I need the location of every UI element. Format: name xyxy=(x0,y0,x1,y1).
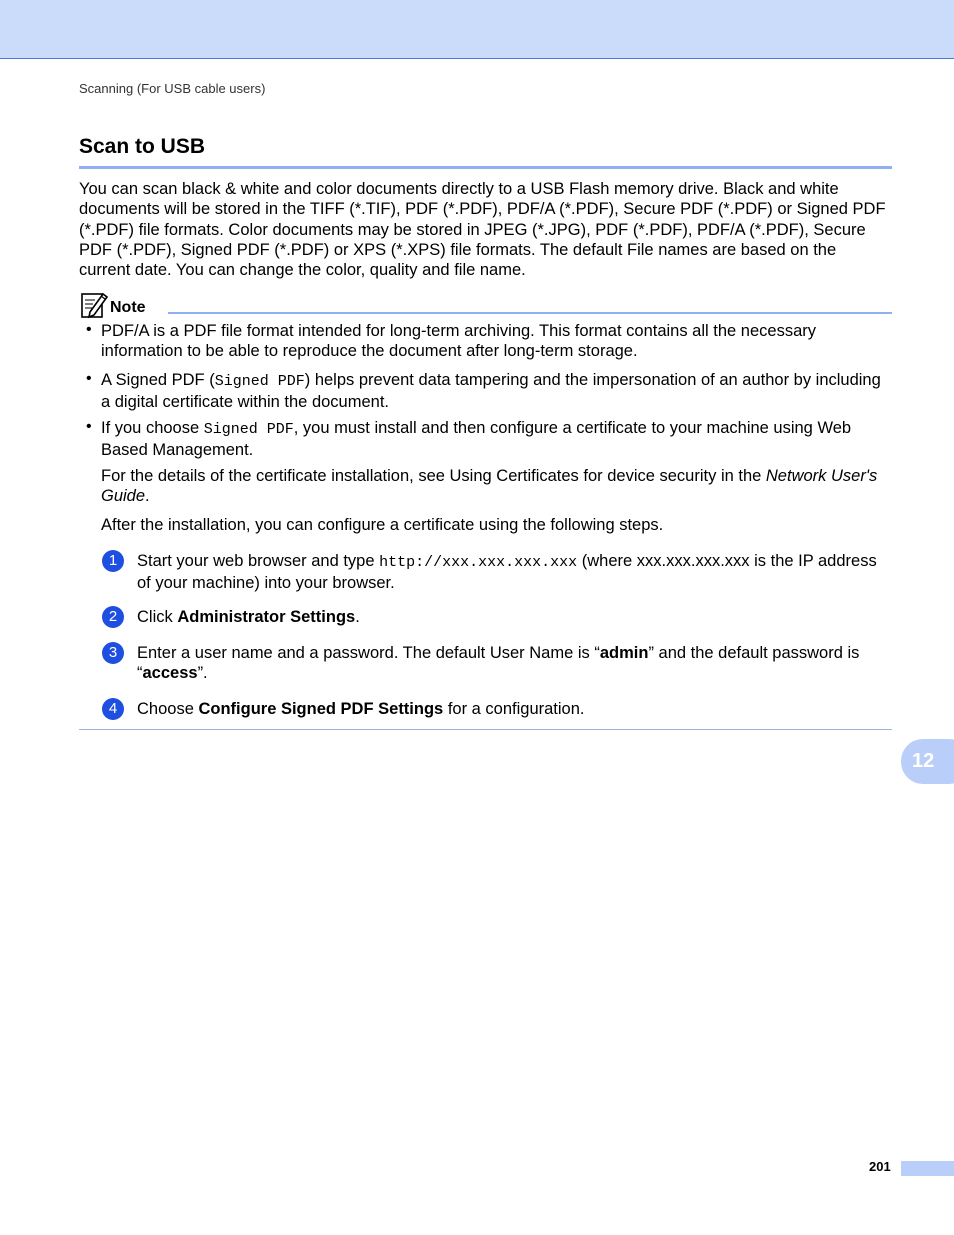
bullet-marker: • xyxy=(86,418,92,435)
para-text: For the details of the certificate installation, see Using Certificates for device security in the xyxy=(101,467,766,485)
bullet-text: A Signed PDF ( xyxy=(101,371,215,389)
para-text: . xyxy=(145,487,150,506)
page-number-tab xyxy=(901,1161,954,1176)
code-signed-pdf: Signed PDF xyxy=(214,373,305,390)
bullet-text: If you choose xyxy=(101,419,204,437)
step-2-text xyxy=(137,607,892,627)
intro-paragraph: You can scan black & white and color documents directly to a USB Flash memory drive. Black and white documents will be stored in the TIFF (*.TIF), PDF (*.PDF), PDF/A (*.PDF), Secure PDF (*.PDF) or Signed PDF (*.PDF) file formats. Color documents may be stored in JPEG (*.JPG), PDF (*.PDF), PDF/A (*.PDF), Secure PDF (*.PDF), Signed PDF (*.PDF) or XPS (*.XPS) file formats. The default File names are based on the current date. You can change the color, quality and file name. xyxy=(79,180,886,280)
default-password: access xyxy=(142,664,198,683)
note-bullet-signed-pdf xyxy=(101,370,892,413)
step-text: (where xxx.xxx.xxx.xxx is the IP address of your machine) into your browser. xyxy=(137,552,877,593)
running-header: Scanning (For USB cable users) xyxy=(79,81,266,96)
step-number-2: 2 xyxy=(102,606,124,628)
chapter-tab: 12 xyxy=(901,739,954,784)
bullet-text: , you must install and then configure a certificate to your machine using Web Based Management. xyxy=(101,419,852,460)
step-text: ”. xyxy=(197,664,208,683)
after-install-paragraph: After the installation, you can configure a certificate using the following steps. xyxy=(101,516,664,534)
step-text: . xyxy=(355,608,360,626)
note-bullet-pdfa: PDF/A is a PDF file format intended for long-term archiving. This format contains all the necessary information to be able to reproduce the document after long-term storage. xyxy=(101,322,816,361)
guide-reference: Network User's Guide xyxy=(101,467,878,506)
step-text: for a configuration. xyxy=(443,700,585,718)
note-label: Note xyxy=(110,299,146,316)
note-end-rule xyxy=(79,729,892,730)
note-pencil-icon xyxy=(80,291,108,319)
header-band xyxy=(0,0,954,59)
bullet-marker: • xyxy=(86,370,92,387)
menu-configure-signed-pdf: Configure Signed PDF Settings xyxy=(198,700,444,718)
step-number-3: 3 xyxy=(102,642,124,664)
section-title: Scan to USB xyxy=(79,135,206,158)
step-text: Choose xyxy=(137,700,199,718)
code-signed-pdf: Signed PDF xyxy=(203,421,294,438)
step-text: Click xyxy=(137,608,178,626)
step-1-text xyxy=(137,551,892,594)
code-url: http://xxx.xxx.xxx.xxx xyxy=(379,554,578,571)
step-number-4: 4 xyxy=(102,698,124,720)
step-3-text xyxy=(137,643,892,684)
bullet-text: ) helps prevent data tampering and the impersonation of an author by including a digital certificate within the document. xyxy=(101,371,881,412)
step-number-1: 1 xyxy=(102,550,124,572)
note-rule xyxy=(168,312,892,314)
step-4-text xyxy=(137,699,892,719)
step-text: Start your web browser and type xyxy=(137,552,380,570)
bullet-marker: • xyxy=(86,321,92,338)
step-text: ” and the default password is “ xyxy=(137,644,860,683)
menu-administrator-settings: Administrator Settings xyxy=(177,608,356,626)
note-bullet-choose-signed xyxy=(101,418,892,461)
title-underline xyxy=(79,166,892,169)
step-text: Enter a user name and a password. The default User Name is “ xyxy=(137,644,600,662)
default-username: admin xyxy=(599,644,649,662)
page-number: 201 xyxy=(869,1159,891,1174)
certificate-details-paragraph xyxy=(101,466,892,507)
